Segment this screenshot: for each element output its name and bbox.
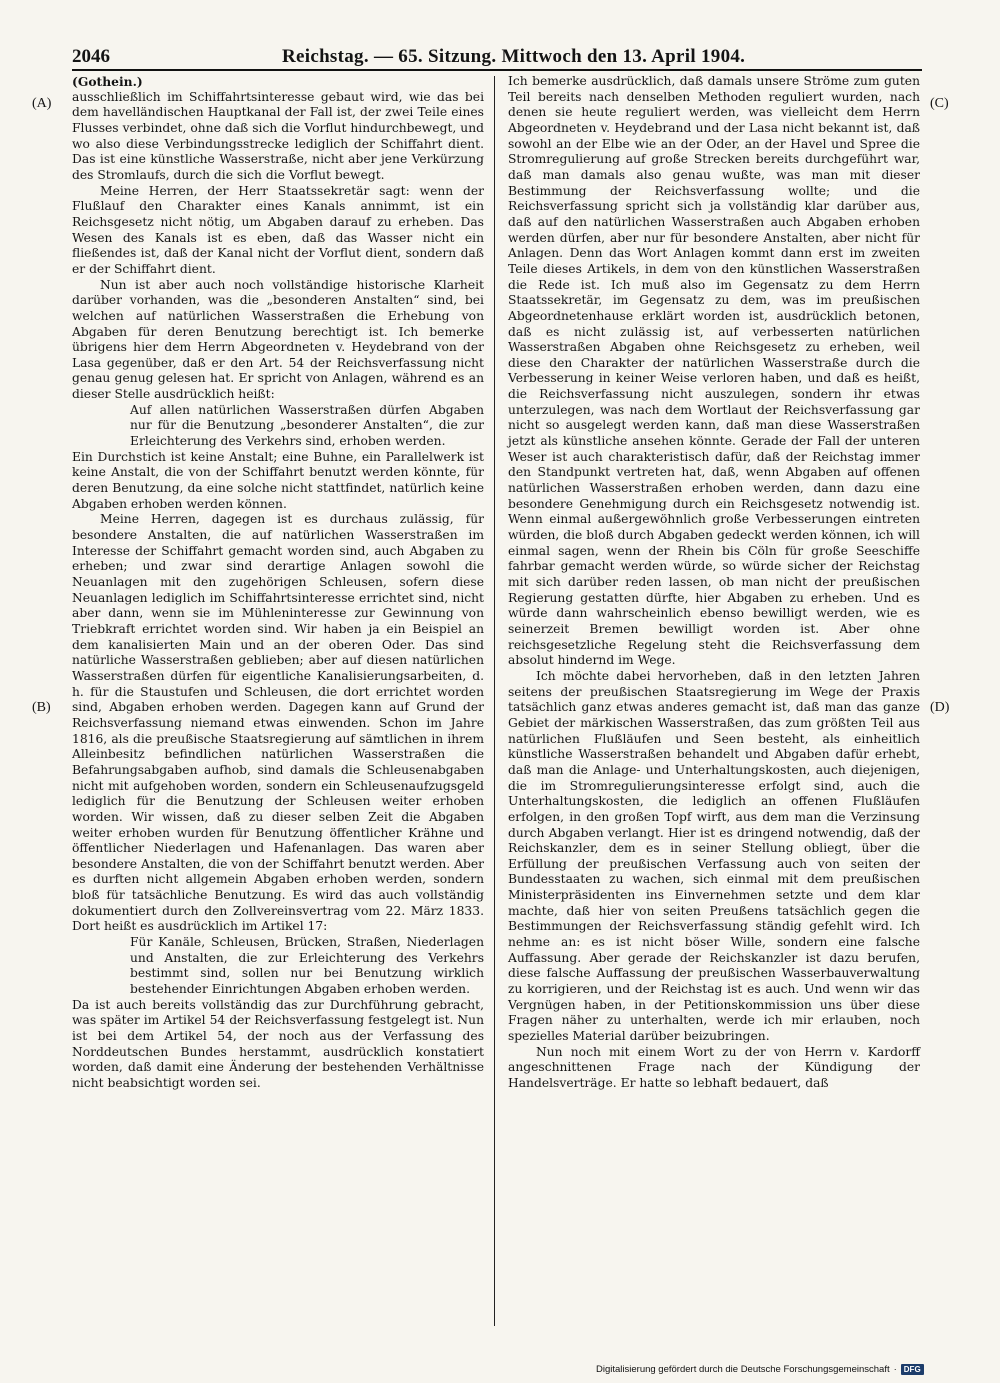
paragraph: ausschließlich im Schiffahrtsinteresse gebaut wird, wie das bei dem havelländischen Hauptkanal der Fall ist, der zwei Teile eines Flusses verbindet, ohne daß sich die Vorflut hindurchbewegt, und wo also diese Verbindungsstrecke lediglich der Schiffahrt dient. Das ist eine künstliche Wasserstraße, nicht aber jene Verkürzung des Stromlaufs, durch die sich die Vorflut bewegt.	[72, 89, 484, 182]
dfg-logo-icon: DFG	[901, 1364, 924, 1375]
right-column	[508, 74, 920, 1092]
paragraph: Nun noch mit einem Wort zu der von Herrn v. Kardorff angeschnittenen Frage nach der Kündigung der Handelsverträge. Er hatte so lebhaft bedauert, daß	[508, 1044, 920, 1090]
paragraph: Da ist auch bereits vollständig das zur Durchführung gebracht, was später im Artikel 54 der Reichsverfassung festgelegt ist. Nun ist bei dem Artikel 54, der noch aus der Verfassung des Norddeutschen Bundes herstammt, ausdrücklich konstatiert worden, daß damit eine Änderung der bestehenden Verhältnisse nicht beabsichtigt worden sei.	[72, 997, 484, 1090]
page-number: 2046	[72, 46, 110, 67]
margin-mark-c: (C)	[930, 96, 949, 111]
paragraph: Ich bemerke ausdrücklich, daß damals unsere Ströme zum guten Teil bereits nach denselben Methoden reguliert wurden, nach denen sie heute reguliert werden, was vielleicht dem Herrn Abgeordneten v. Heydebrand und der Lasa nicht bekannt ist, daß sowohl an der Elbe wie an der Oder, an der Havel und Spree die Stromregulierung auf große Strecken bereits durchgeführt war, daß man damals also genau wußte, was man mit dieser Bestimmung der Reichsverfassung wollte; und die Reichsverfassung spricht sich ja vollständig klar darüber aus, daß auf den natürlichen Wasserstraßen auch Abgaben erhoben werden dürfen, aber nur für besondere Anstalten, aber nicht für Anlagen. Denn das Wort Anlagen kommt dann erst im zweiten Teile dieses Artikels, in dem von den künstlichen Wasserstraßen die Rede ist. Ich muß also im Gegensatz zu dem Herrn Staatssekretär, im Gegensatz zu dem, was im preußischen Abgeordnetenhause erklärt worden ist, ausdrücklich betonen, daß es nicht zulässig ist, auf verbesserten natürlichen Wasserstraßen Abgaben ohne Reichsgesetz zu erheben, weil diese den Charakter der natürlichen Wasserstraße durch die Verbesserung in keiner Weise verloren haben, und daß es heißt, die Reichsverfassung nicht auszulegen, sondern ihr etwas unterzulegen, was nach dem Wortlaut der Reichsverfassung gar nicht so ausgelegt werden kann, daß man diese Wasserstraßen jetzt als künstliche ansehen könnte. Gerade der Fall der unteren Weser ist auch charakteristisch dafür, daß der Reichstag immer den Standpunkt vertreten hat, daß, wenn Abgaben auf offenen natürlichen Wasserstraßen erhoben werden, dann dazu eine besondere Genehmigung durch ein Reichsgesetz notwendig ist. Wenn einmal außergewöhnlich große Verbesserungen eintreten würden, die bloß durch Abgaben gedeckt werden können, ich will einmal sagen, wenn der Rhein bis Cöln für große Seeschiffe fahrbar gemacht werden würde, so würde sicher der Reichstag mit sich darüber reden lassen, ob man nicht der preußischen Regierung gestatten dürfte, hier Abgaben zu erheben. Und es würde dann wahrscheinlich ebenso bewilligt werden, wie es seinerzeit Bremen bewilligt worden ist. Aber ohne reichsgesetzliche Regelung steht die Reichsverfassung dem absolut hindernd im Wege.	[508, 74, 920, 668]
paragraph: Ein Durchstich ist keine Anstalt; eine Buhne, ein Parallelwerk ist keine Anstalt, die von der Schiffahrt benutzt werden könnte, für deren Benutzung, da eine solche nicht stattfindet, natürlich keine Abgaben erhoben werden können.	[72, 449, 484, 511]
paragraph: Nun ist aber auch noch vollständige historische Klarheit darüber vorhanden, was die „besonderen Anstalten“ sind, bei welchen auf natürlichen Wasserstraßen die Erhebung von Abgaben für deren Benutzung berechtigt ist. Ich bemerke übrigens hier dem Herrn Abgeordneten v. Heydebrand von der Lasa gegenüber, daß er den Art. 54 der Reichsverfassung nicht genau genug gelesen hat. Er spricht von Anlagen, während es an dieser Stelle ausdrücklich heißt:	[72, 277, 484, 402]
speaker-label: (Gothein.)	[72, 74, 143, 89]
footer-bullet: ·	[893, 1364, 897, 1375]
paragraph: Meine Herren, dagegen ist es durchaus zulässig, für besondere Anstalten, die auf natürlichen Wasserstraßen im Interesse der Schiffahrt gemacht worden sind, auch Abgaben zu erheben; und zwar sind derartige Anlagen sowohl die Neuanlagen mit den zugehörigen Schleusen, sofern diese Neuanlagen lediglich im Schiffahrtsinteresse errichtet sind, nicht aber dann, wenn sie im Mühleninteresse zur Gewinnung von Triebkraft errichtet worden sind. Wir haben ja ein Beispiel an dem kanalisierten Main und an der oberen Oder. Das sind natürliche Wasserstraßen geblieben; aber auf diesen natürlichen Wasserstraßen dürfen für eigentliche Kanalisierungsarbeiten, d. h. für die Staustufen und Schleusen, die dort errichtet worden sind, Abgaben erhoben werden. Dagegen kann auf Grund der Reichsverfassung niemand etwas einwenden. Schon im Jahre 1816, als die preußische Staatsregierung auf sämtlichen in ihrem Alleinbesitz befindlichen natürlichen Wasserstraßen die Befahrungsabgaben aufhob, sind damals die Schleusenabgaben nicht mit aufgehoben worden, sondern ein Schleusenaufzugsgeld lediglich für die Benutzung der Schleusen weiter erhoben worden. Wir wissen, daß zu dieser selben Zeit die Abgaben weiter erhoben wurden für Benutzung öffentlicher Krähne und öffentlicher Niederlagen und Hafenanlagen. Das waren aber besondere Anstalten, die von der Schiffahrt benutzt werden. Aber es durften nicht allgemein Abgaben erhoben werden, sondern bloß für tatsächliche Benutzung. Es wird das auch vollständig dokumentiert durch den Zollvereinsvertrag vom 22. März 1833. Dort heißt es ausdrücklich im Artikel 17:	[72, 512, 484, 934]
block-quote: Auf allen natürlichen Wasserstraßen dürfen Abgaben nur für die Benutzung „besonderer Anstalten“, die zur Erleichterung des Verkehrs sind, erhoben werden.	[130, 402, 484, 449]
paragraph: Meine Herren, der Herr Staatssekretär sagt: wenn der Flußlauf den Charakter eines Kanals annimmt, ist ein Reichsgesetz nicht nötig, um Abgaben darauf zu erheben. Das Wesen des Kanals ist es eben, daß das Wasser nicht ein fließendes ist, daß der Kanal nicht der Vorflut dient, sondern daß er der Schiffahrt dient.	[72, 183, 484, 276]
left-column	[72, 74, 484, 1092]
paragraph: Ich möchte dabei hervorheben, daß in den letzten Jahren seitens der preußischen Staatsregierung im Wege der Praxis tatsächlich ganz etwas anderes gemacht ist, daß man das ganze Gebiet der märkischen Wasserstraßen, das zum größten Teil aus natürlichen Flußläufen und Seen besteht, als einheitlich künstliche Wasserstraßen behandelt und Abgaben dafür erhebt, daß man die Anlage- und Unterhaltungskosten, auch diejenigen, die im Stromregulierungsinteresse erfolgt sind, auch die Unterhaltungskosten, die lediglich an offenen Flußläufen erfolgen, in den großen Topf wirft, aus dem man die Verzinsung durch Abgaben verlangt. Hier ist es dringend notwendig, daß der Reichskanzler, dem es in seiner Stellung obliegt, über die Erfüllung der preußischen Verfassung auch von seiten der Bundesstaaten zu wachen, sich einmal mit dem preußischen Ministerpräsidenten ins Einvernehmen setzte und dem klar machte, daß hier von seiten Preußens tatsächlich gegen die Bestimmungen der Reichsverfassung ständig gefehlt wird. Ich nehme an: es ist nicht böser Wille, sondern eine falsche Auffassung. Aber gerade der Reichskanzler ist dazu berufen, diese falsche Auffassung der preußischen Wasserbauverwaltung zu korrigieren, und der Reichstag ist es auch. Und wenn wir das Vergnügen haben, in der Petitionskommission uns über diese Fragen näher zu unterhalten, werde ich mir erlauben, noch spezielles Material darüber beizubringen.	[508, 668, 920, 1044]
page-header	[72, 44, 922, 72]
margin-mark-b: (B)	[32, 700, 51, 715]
running-title: Reichstag. — 65. Sitzung. Mittwoch den 13. April 1904.	[282, 46, 746, 67]
block-quote: Für Kanäle, Schleusen, Brücken, Straßen, Niederlagen und Anstalten, die zur Erleichterung des Verkehrs bestimmt sind, sollen nur bei Benutzung wirklich bestehender Einrichtungen Abgaben erhoben werden.	[130, 935, 484, 997]
margin-mark-d: (D)	[930, 700, 950, 715]
footer-text: Digitalisierung gefördert durch die Deutsche Forschungsgemeinschaft	[596, 1364, 890, 1375]
page-footer	[596, 1364, 924, 1375]
column-divider	[494, 76, 495, 1326]
margin-mark-a: (A)	[32, 96, 52, 111]
header-rule	[72, 69, 922, 71]
